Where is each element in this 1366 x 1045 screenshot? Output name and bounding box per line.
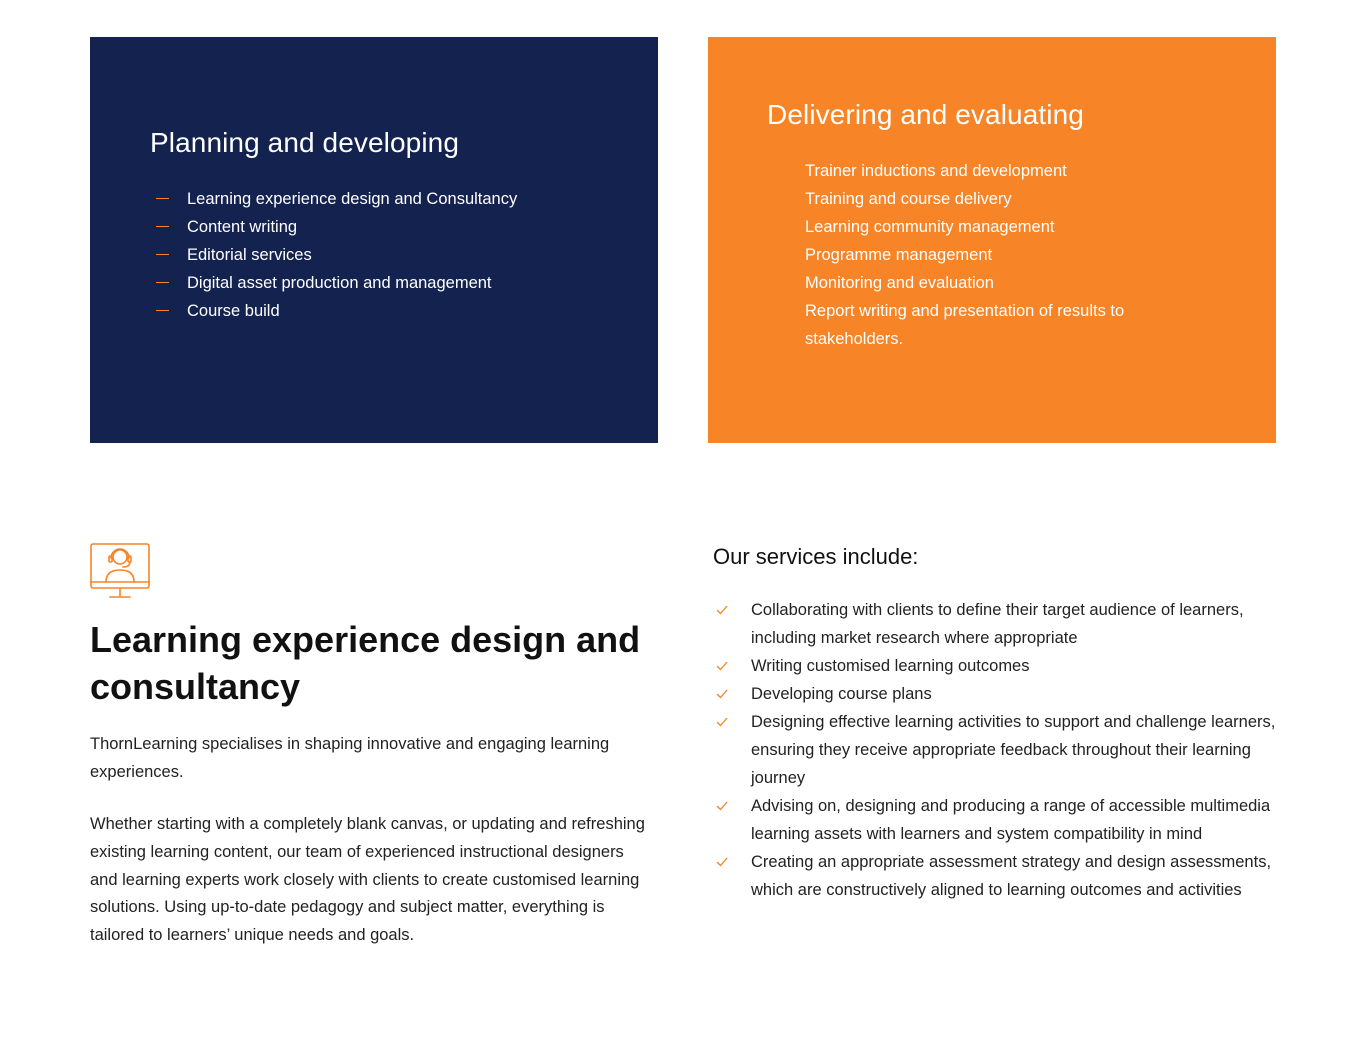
dash-icon	[156, 282, 169, 283]
check-icon	[716, 717, 728, 727]
check-icon	[716, 689, 728, 699]
list-item: Report writing and presentation of results to stakeholders.	[805, 302, 1125, 348]
list-item: Developing course plans	[713, 680, 1283, 708]
delivering-card	[708, 37, 1276, 443]
list-item: Learning community management	[805, 218, 1055, 236]
section-heading: Learning experience design and consultancy	[90, 619, 641, 707]
list-item: Collaborating with clients to define their target audience of learners, including market research where appropriate	[713, 596, 1283, 652]
dash-icon	[156, 310, 169, 311]
services-list	[713, 596, 1283, 904]
intro-paragraph: ThornLearning specialises in shaping innovative and engaging learning experiences.	[90, 735, 610, 781]
list-item: Writing customised learning outcomes	[713, 652, 1283, 680]
list-item: Course build	[156, 297, 517, 325]
list-item: Editorial services	[156, 241, 517, 269]
list-item: Advising on, designing and producing a range of accessible multimedia learning assets with learners and system compatibility in mind	[713, 792, 1283, 848]
planning-card	[90, 37, 658, 443]
list-item: Content writing	[156, 213, 517, 241]
list-item: Creating an appropriate assessment strategy and design assessments, which are constructively aligned to learning outcomes and activities	[713, 848, 1283, 904]
check-icon	[716, 661, 728, 671]
list-item: Trainer inductions and development	[805, 162, 1067, 180]
delivering-list	[805, 157, 1185, 353]
list-item: Learning experience design and Consultancy	[156, 185, 517, 213]
check-icon	[716, 605, 728, 615]
check-icon	[716, 801, 728, 811]
list-item: Monitoring and evaluation	[805, 274, 994, 292]
planning-list	[156, 185, 517, 325]
dash-icon	[156, 226, 169, 227]
planning-title: Planning and developing	[150, 127, 460, 158]
list-item: Designing effective learning activities to support and challenge learners, ensuring they receive appropriate feedback throughout their learning journey	[713, 708, 1283, 792]
services-title: Our services include:	[713, 544, 919, 569]
check-icon	[716, 857, 728, 867]
monitor-person-icon	[89, 541, 151, 603]
delivering-title: Delivering and evaluating	[767, 99, 1084, 130]
dash-icon	[156, 254, 169, 255]
dash-icon	[156, 198, 169, 199]
list-item: Programme management	[805, 246, 993, 264]
list-item: Training and course delivery	[805, 190, 1012, 208]
description-paragraph: Whether starting with a completely blank canvas, or updating and refreshing existing learning content, our team of experienced instructional designers and learning experts work closely with clients to create customised learning solutions. Using up-to-date pedagogy and subject matter, everything is tailored to learners’ unique needs and goals.	[90, 815, 645, 945]
list-item: Digital asset production and management	[156, 269, 517, 297]
